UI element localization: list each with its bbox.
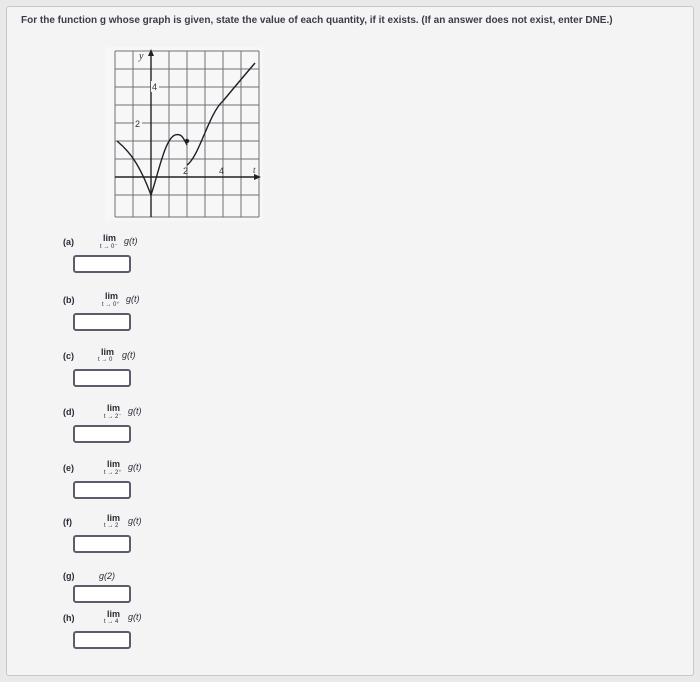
y-axis-label: y (139, 51, 144, 62)
answer-input[interactable] (73, 631, 131, 649)
filled-point (185, 139, 189, 143)
part-b: (b) lim t → 0⁺ g(t) (63, 291, 203, 339)
function-value-expression: g(2) (99, 571, 116, 581)
part-c: (c) lim t → 0 g(t) (63, 347, 203, 395)
part-label: (g) (63, 571, 75, 581)
part-label: (e) (63, 463, 74, 473)
answer-input[interactable] (73, 255, 131, 273)
answer-input[interactable] (73, 313, 131, 331)
y-tick-label-2: 2 (135, 119, 141, 129)
y-tick-label-4: 4 (152, 82, 158, 92)
answer-input[interactable] (73, 481, 131, 499)
t-tick-label-2: 2 (183, 166, 189, 176)
part-label: (d) (63, 407, 75, 417)
part-label: (h) (63, 613, 75, 623)
part-label: (f) (63, 517, 72, 527)
t-tick-label-4: 4 (219, 166, 225, 176)
part-g (63, 567, 203, 615)
question-panel (6, 6, 694, 676)
part-e: (e) lim t → 2⁺ g(t) (63, 459, 203, 507)
function-graph (105, 47, 263, 221)
part-h: (h) lim t → 4 g(t) (63, 609, 203, 657)
part-a: (a) lim t → 0⁻ g(t) (63, 233, 203, 281)
instructions-text: For the function g whose graph is given, state the value of each quantity, if it exists. (If an answer does not exist, enter DNE.) (21, 15, 613, 26)
t-axis-label: t (253, 165, 256, 175)
answer-input[interactable] (73, 425, 131, 443)
answer-input[interactable] (73, 585, 131, 603)
part-label: (b) (63, 295, 75, 305)
part-label: (c) (63, 351, 74, 361)
part-f: (f) lim t → 2 g(t) (63, 513, 203, 561)
answer-input[interactable] (73, 369, 131, 387)
part-label: (a) (63, 237, 74, 247)
answer-input[interactable] (73, 535, 131, 553)
part-d: (d) lim t → 2⁻ g(t) (63, 403, 203, 451)
